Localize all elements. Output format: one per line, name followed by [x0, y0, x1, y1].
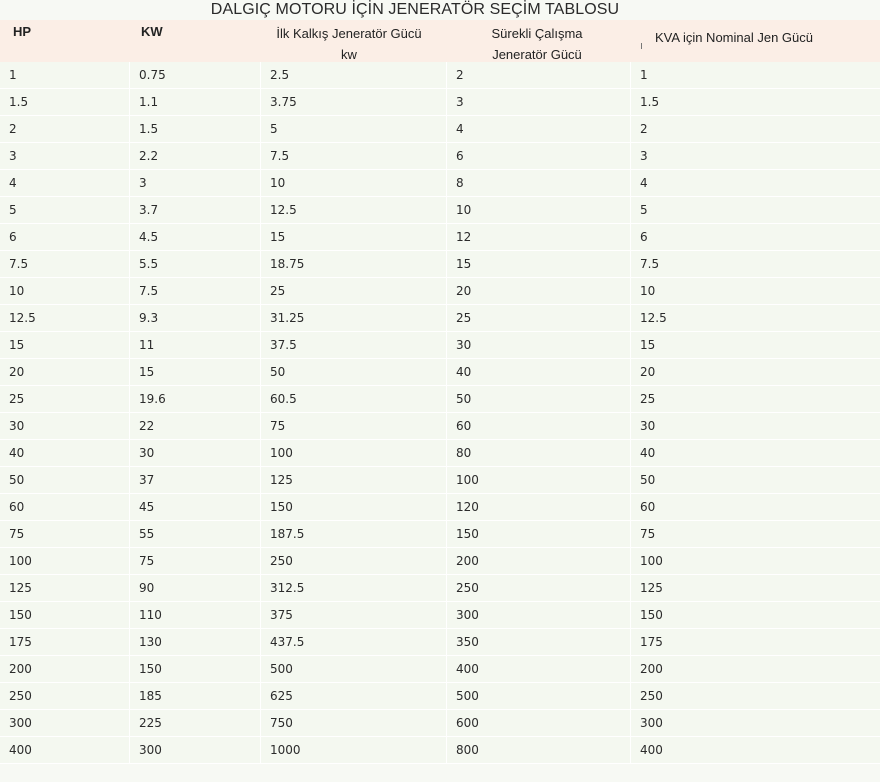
cell-initial-power: 10	[261, 170, 447, 196]
cell-initial-power: 125	[261, 467, 447, 493]
cell-kw: 45	[130, 494, 261, 520]
cell-continuous-power: 250	[447, 575, 631, 601]
cell-hp: 6	[0, 224, 130, 250]
cell-hp: 5	[0, 197, 130, 223]
cell-continuous-power: 15	[447, 251, 631, 277]
table-row	[0, 656, 880, 683]
cell-continuous-power: 350	[447, 629, 631, 655]
cell-initial-power: 150	[261, 494, 447, 520]
cell-kw: 150	[130, 656, 261, 682]
cell-kva-power: 60	[640, 500, 656, 514]
cell-kva-power: 1.5	[640, 95, 660, 109]
cell-hp: 200	[0, 656, 130, 682]
cell-initial-power: 60.5	[261, 386, 447, 412]
table-row	[0, 305, 880, 332]
table-row	[0, 575, 880, 602]
cell-continuous-power: 3	[447, 89, 631, 115]
cell-kva-power: 4	[640, 176, 648, 190]
table-row	[0, 413, 880, 440]
cell-kva-power: 20	[640, 365, 656, 379]
cell-hp: 4	[0, 170, 130, 196]
cell-hp: 20	[0, 359, 130, 385]
header-initial-line2: kw	[341, 47, 357, 62]
cell-initial-power: 375	[261, 602, 447, 628]
header-kva-label: KVA için Nominal Jen Gücü	[655, 30, 813, 45]
cell-kva-power: 100	[640, 554, 663, 568]
cell-continuous-power: 800	[447, 737, 631, 763]
table-row	[0, 521, 880, 548]
cell-continuous-power: 200	[447, 548, 631, 574]
header-kva-nominal-power	[641, 20, 871, 62]
cell-initial-power: 2.5	[261, 62, 447, 88]
cell-kva-power: 12.5	[640, 311, 667, 325]
cell-kva-power: 300	[640, 716, 663, 730]
cell-continuous-power: 100	[447, 467, 631, 493]
cell-continuous-power: 80	[447, 440, 631, 466]
cell-kva-power: 250	[640, 689, 663, 703]
cell-kw: 1.5	[130, 116, 261, 142]
cell-kva-power: 30	[640, 419, 656, 433]
table-row	[0, 602, 880, 629]
cell-initial-power: 31.25	[261, 305, 447, 331]
cell-kw: 15	[130, 359, 261, 385]
table-row	[0, 683, 880, 710]
cell-kw: 11	[130, 332, 261, 358]
table-row	[0, 224, 880, 251]
cell-kw: 90	[130, 575, 261, 601]
cell-continuous-power: 4	[447, 116, 631, 142]
cell-initial-power: 50	[261, 359, 447, 385]
table-row	[0, 467, 880, 494]
cell-continuous-power: 400	[447, 656, 631, 682]
cell-kva-power: 175	[640, 635, 663, 649]
table-row	[0, 548, 880, 575]
cell-initial-power: 750	[261, 710, 447, 736]
cell-kw: 0.75	[130, 62, 261, 88]
cell-initial-power: 3.75	[261, 89, 447, 115]
cell-kw: 55	[130, 521, 261, 547]
header-hp	[13, 20, 123, 62]
table-row	[0, 359, 880, 386]
cell-kw: 37	[130, 467, 261, 493]
header-initial-start-power	[264, 20, 434, 62]
cell-kw: 5.5	[130, 251, 261, 277]
header-continuous-line2: Jeneratör Gücü	[492, 47, 582, 62]
table-row	[0, 629, 880, 656]
cell-hp: 40	[0, 440, 130, 466]
cell-hp: 12.5	[0, 305, 130, 331]
cell-continuous-power: 8	[447, 170, 631, 196]
cell-continuous-power: 500	[447, 683, 631, 709]
header-continuous-line1: Sürekli Çalışma	[491, 26, 583, 41]
cell-kw: 4.5	[130, 224, 261, 250]
cell-kva-power: 25	[640, 392, 656, 406]
cell-kw: 22	[130, 413, 261, 439]
cell-kva-power: 5	[640, 203, 648, 217]
cell-kw: 110	[130, 602, 261, 628]
cell-hp: 3	[0, 143, 130, 169]
cell-continuous-power: 600	[447, 710, 631, 736]
cell-hp: 125	[0, 575, 130, 601]
cell-initial-power: 437.5	[261, 629, 447, 655]
cell-initial-power: 18.75	[261, 251, 447, 277]
cell-hp: 175	[0, 629, 130, 655]
table-row	[0, 494, 880, 521]
cell-kva-power: 150	[640, 608, 663, 622]
cell-kw: 300	[130, 737, 261, 763]
cell-hp: 30	[0, 413, 130, 439]
cell-kva-power: 15	[640, 338, 656, 352]
cell-continuous-power: 25	[447, 305, 631, 331]
table-row	[0, 278, 880, 305]
header-kw-label: KW	[141, 24, 163, 39]
cell-kw: 7.5	[130, 278, 261, 304]
cell-hp: 1.5	[0, 89, 130, 115]
table-row	[0, 332, 880, 359]
cell-initial-power: 250	[261, 548, 447, 574]
cell-continuous-power: 10	[447, 197, 631, 223]
table-row	[0, 710, 880, 737]
cell-hp: 2	[0, 116, 130, 142]
table-header	[0, 20, 880, 62]
cell-initial-power: 25	[261, 278, 447, 304]
cell-initial-power: 7.5	[261, 143, 447, 169]
cell-hp: 400	[0, 737, 130, 763]
cell-kw: 19.6	[130, 386, 261, 412]
cell-hp: 7.5	[0, 251, 130, 277]
cell-initial-power: 312.5	[261, 575, 447, 601]
table-row	[0, 440, 880, 467]
table-row	[0, 62, 880, 89]
cell-continuous-power: 300	[447, 602, 631, 628]
cell-hp: 100	[0, 548, 130, 574]
header-continuous-power	[452, 20, 622, 62]
cell-initial-power: 12.5	[261, 197, 447, 223]
cell-initial-power: 5	[261, 116, 447, 142]
cell-kva-power: 125	[640, 581, 663, 595]
cell-initial-power: 500	[261, 656, 447, 682]
table-row	[0, 737, 880, 764]
cell-kva-power: 1	[640, 68, 648, 82]
cell-continuous-power: 120	[447, 494, 631, 520]
cell-kva-power: 200	[640, 662, 663, 676]
cell-continuous-power: 30	[447, 332, 631, 358]
table-row	[0, 170, 880, 197]
cell-initial-power: 187.5	[261, 521, 447, 547]
table-row	[0, 143, 880, 170]
table-row	[0, 116, 880, 143]
cell-kw: 3.7	[130, 197, 261, 223]
cell-continuous-power: 60	[447, 413, 631, 439]
cell-initial-power: 15	[261, 224, 447, 250]
cell-kw: 185	[130, 683, 261, 709]
cell-kw: 1.1	[130, 89, 261, 115]
cell-hp: 10	[0, 278, 130, 304]
cell-kva-power: 40	[640, 446, 656, 460]
cell-hp: 300	[0, 710, 130, 736]
cell-hp: 60	[0, 494, 130, 520]
cell-kva-power: 50	[640, 473, 656, 487]
cell-kva-power: 6	[640, 230, 648, 244]
cell-continuous-power: 50	[447, 386, 631, 412]
cell-continuous-power: 2	[447, 62, 631, 88]
cell-kw: 9.3	[130, 305, 261, 331]
cell-initial-power: 37.5	[261, 332, 447, 358]
header-hp-label: HP	[13, 24, 32, 39]
table-title: DALGIÇ MOTORU İÇİN JENERATÖR SEÇİM TABLOSU	[210, 1, 620, 18]
cell-kw: 2.2	[130, 143, 261, 169]
cell-continuous-power: 40	[447, 359, 631, 385]
cell-initial-power: 75	[261, 413, 447, 439]
cell-continuous-power: 12	[447, 224, 631, 250]
cell-kw: 75	[130, 548, 261, 574]
cell-hp: 250	[0, 683, 130, 709]
cell-kva-power: 400	[640, 743, 663, 757]
cell-kva-power: 3	[640, 149, 648, 163]
cell-initial-power: 625	[261, 683, 447, 709]
cell-continuous-power: 20	[447, 278, 631, 304]
cell-initial-power: 1000	[261, 737, 447, 763]
cell-continuous-power: 150	[447, 521, 631, 547]
header-initial-line1: İlk Kalkış Jeneratör Gücü	[276, 26, 422, 41]
cell-hp: 15	[0, 332, 130, 358]
cell-kw: 3	[130, 170, 261, 196]
table-body	[0, 62, 880, 764]
cell-kva-power: 2	[640, 122, 648, 136]
cell-kva-power: 75	[640, 527, 656, 541]
cell-kva-power: 7.5	[640, 257, 660, 271]
cell-kw: 130	[130, 629, 261, 655]
cell-hp: 50	[0, 467, 130, 493]
cell-hp: 25	[0, 386, 130, 412]
table-row	[0, 197, 880, 224]
cell-hp: 75	[0, 521, 130, 547]
table-row	[0, 89, 880, 116]
cell-initial-power: 100	[261, 440, 447, 466]
cell-hp: 150	[0, 602, 130, 628]
cell-kw: 225	[130, 710, 261, 736]
cell-continuous-power: 6	[447, 143, 631, 169]
header-kw	[141, 20, 251, 62]
table-row	[0, 251, 880, 278]
cell-kw: 30	[130, 440, 261, 466]
table-row	[0, 386, 880, 413]
cell-hp: 1	[0, 62, 130, 88]
cell-kva-power: 10	[640, 284, 656, 298]
